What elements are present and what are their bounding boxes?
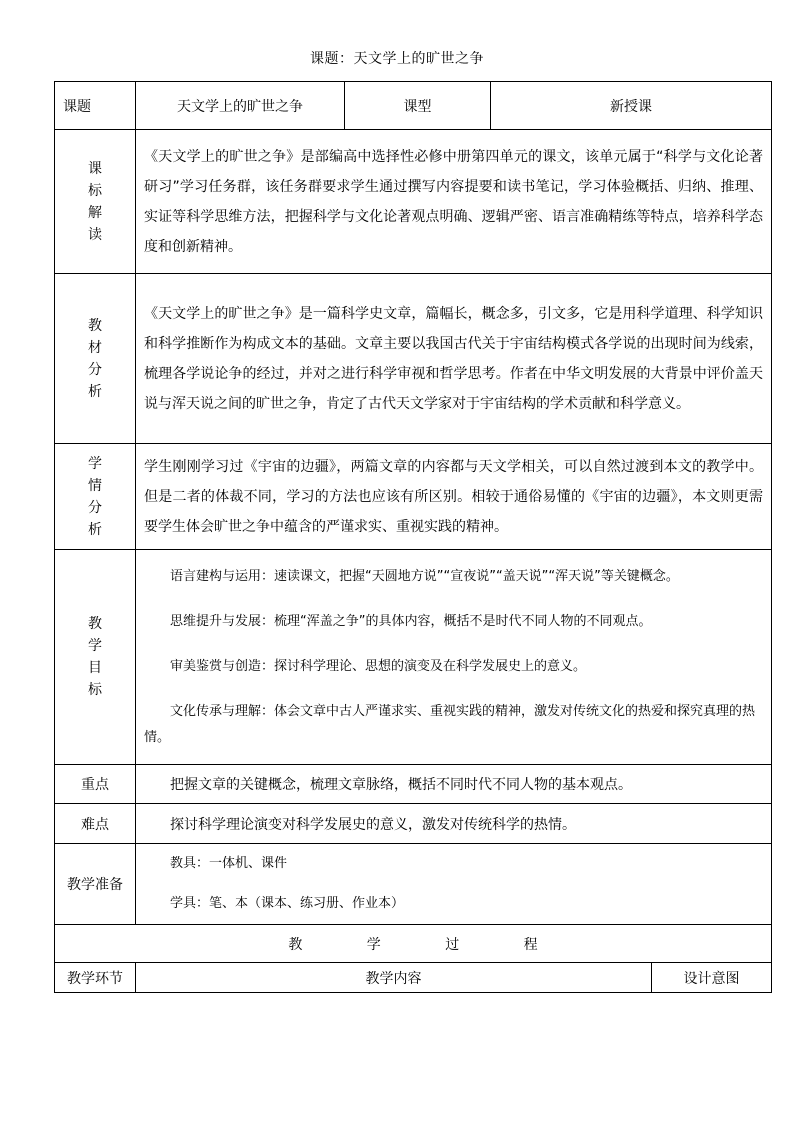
page-title: 课题：天文学上的旷世之争	[310, 51, 484, 67]
goals-row	[55, 550, 772, 765]
key-points-row	[55, 765, 772, 804]
process-title: 教 学 过 程	[55, 925, 772, 963]
goal-item: 思维提升与发展：梳理“浑盖之争”的具体内容，概括不是时代不同人物的不同观点。	[170, 613, 652, 629]
students-row	[55, 444, 772, 550]
textbook-text: 《天文学上的旷世之争》是一篇科学史文章，篇幅长，概念多，引文多，它是用科学道理、科学知识和科学推断作为构成文本的基础。文章主要以我国古代关于宇宙结构模式各学说的出现时间为线索，梳理各学说论争的经过，并对之进行科学审视和哲学思考。作者在中华文明发展的大背景中评价盖天说与浑天说之间的旷世之争，肯定了古代天文学家对于宇宙结构的学术贡献和科学意义。	[136, 274, 772, 444]
lesson-plan-table	[54, 81, 772, 993]
preparation-item: 教具：一体机、课件	[170, 856, 288, 871]
process-header-row	[55, 963, 772, 993]
students-text: 学生刚刚学习过《宇宙的边疆》，两篇文章的内容都与天文学相关，可以自然过渡到本文的教学中。但是二者的体裁不同，学习的方法也应该有所区别。相较于通俗易懂的《宇宙的边疆》，本文则更需要学生体会旷世之争中蕴含的严谨求实、重视实践的精神。	[136, 444, 772, 550]
students-label: 学 情 分 析	[55, 444, 136, 550]
column-header-content: 教学内容	[136, 963, 652, 993]
topic-label: 课题	[55, 82, 136, 130]
preparation-content	[136, 844, 772, 925]
type-label: 课型	[345, 82, 491, 130]
key-points-text: 把握文章的关键概念，梳理文章脉络，概括不同时代不同人物的基本观点。	[136, 765, 772, 804]
process-title-row	[55, 925, 772, 963]
goal-item: 语言建构与运用：速读课文，把握“天圆地方说”“宣夜说”“盖天说”“浑天说”等关键概念。	[170, 568, 679, 584]
textbook-row	[55, 274, 772, 444]
preparation-label: 教学准备	[55, 844, 136, 925]
curriculum-text: 《天文学上的旷世之争》是部编高中选择性必修中册第四单元的课文，该单元属于“科学与文化论著研习”学习任务群，该任务群要求学生通过撰写内容提要和读书笔记，学习体验概括、归纳、推理、实证等科学思维方法，把握科学与文化论著观点明确、逻辑严密、语言准确精练等特点，培养科学态度和创新精神。	[136, 130, 772, 274]
goal-item: 文化传承与理解：体会文章中古人严谨求实、重视实践的精神，激发对传统文化的热爱和探究真理的热情。	[144, 703, 756, 745]
curriculum-label: 课 标 解 读	[55, 130, 136, 274]
type-value: 新授课	[491, 82, 772, 130]
preparation-item: 学具：笔、本（课本、练习册、作业本）	[170, 896, 405, 911]
column-header-stage: 教学环节	[55, 963, 136, 993]
difficulties-label: 难点	[55, 804, 136, 844]
header-row	[55, 82, 772, 130]
topic-value: 天文学上的旷世之争	[136, 82, 345, 130]
difficulties-row	[55, 804, 772, 844]
goals-content	[136, 550, 772, 765]
column-header-intent: 设计意图	[652, 963, 772, 993]
goals-label: 教 学 目 标	[55, 550, 136, 765]
key-points-label: 重点	[55, 765, 136, 804]
goal-item: 审美鉴赏与创造：探讨科学理论、思想的演变及在科学发展史上的意义。	[170, 658, 587, 674]
textbook-label: 教 材 分 析	[55, 274, 136, 444]
preparation-row	[55, 844, 772, 925]
curriculum-row	[55, 130, 772, 274]
difficulties-text: 探讨科学理论演变对科学发展史的意义，激发对传统科学的热情。	[136, 804, 772, 844]
